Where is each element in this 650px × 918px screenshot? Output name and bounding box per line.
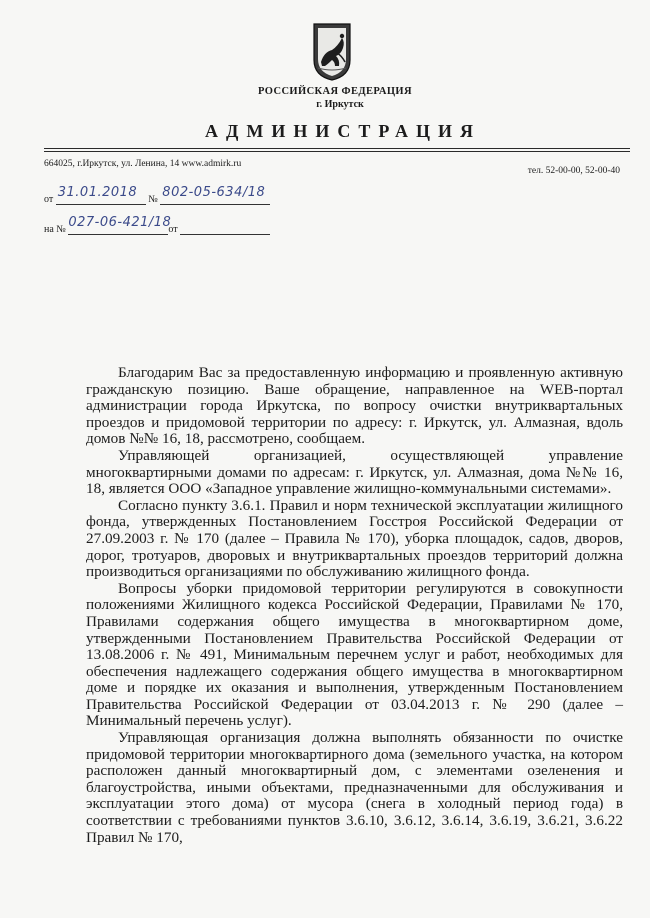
paragraph: Согласно пункту 3.6.1. Правил и норм технической эксплуатации жилищного фонда, утвержденных Постановлением Госстроя Российской Федерации от 27.09.2003 г. № 170 (далее – Правила № 170), уборка площадок, садов, дворов, дорог, тротуаров, дворовых и внутриквартальных проездов территорий должна производиться организациями по обслуживанию жилищного фонда. [86, 496, 623, 581]
irkutsk-coat-of-arms-icon [312, 22, 352, 82]
paragraph: Вопросы уборки придомовой территории регулируются в совокупности положениями Жилищного кодекса Российской Федерации, Правилами № 170, Правилами содержания общего имущества в многоквартирном доме, утвержденными Постановлением Правительства Российской Федерации от 13.08.2006 г. № 491, Минимальным перечнем услуг и работ, необходимых для обеспечения надлежащего содержания общего имущества в многоквартирном доме и порядке их оказания и выполнения, утвержденным Постановлением Правительства Российской Федерации от 03.04.2013 г. № 290 (далее – Минимальный перечень услуг). [86, 579, 623, 730]
office-phone: тел. 52-00-00, 52-00-40 [527, 166, 620, 176]
paragraph: Управляющая организация должна выполнять обязанности по очистке придомовой территории многоквартирного дома (земельного участка, на котором расположен данный многоквартирный дом, с элементами озеленения и благоустройства, иными объектами, предназначенными для обслуживания и эксплуатации этого дома) от мусора (снега в холодный период года) в соответствии с требованиями пунктов 3.6.10, 3.6.12, 3.6.14, 3.6.19, 3.6.21, 3.6.22 Правил № 170, [86, 729, 623, 846]
reply-number: 027-06-421/18 [68, 215, 172, 230]
reply-to-label: на № [44, 224, 66, 235]
from-label: от [44, 194, 54, 205]
office-address: 664025, г.Иркутск, ул. Ленина, 14 www.admirk.ru [44, 159, 242, 169]
paragraph: Благодарим Вас за предоставленную информацию и проявленную активную гражданскую позицию. Ваше обращение, направленное на WEB-портал администрации города Иркутска, по вопросу очистки внутриквартальных проездов и придомовой территории по адресу: г. Иркутск, ул. Алмазная, вдоль домов №№ 16, 18, рассмотрено, сообщаем. [86, 364, 623, 448]
outgoing-date: 31.01.2018 [57, 185, 138, 200]
letter-body [86, 365, 623, 846]
administration-title: АДМИНИСТРАЦИЯ [204, 121, 482, 141]
date-field [56, 185, 146, 205]
reply-date-field [180, 222, 270, 235]
paragraph: Управляющей организацией, осуществляющей управление многоквартирными домами по адресам: г. Иркутск, ул. Алмазная, дома №№ 16, 18, является ООО «Западное управление жилищно-коммунальными системами». [86, 446, 623, 498]
number-label: № [148, 194, 158, 205]
city-title: г. Иркутск [316, 99, 364, 110]
outgoing-number: 802-05-634/18 [162, 185, 266, 200]
outgoing-reference [44, 185, 270, 205]
header-divider-thin [44, 151, 630, 152]
header-divider [44, 148, 630, 149]
incoming-reference [44, 215, 270, 235]
reply-from-label: от [168, 224, 178, 235]
country-title: РОССИЙСКАЯ ФЕДЕРАЦИЯ [258, 86, 412, 97]
reply-number-field [68, 215, 172, 235]
number-field [160, 185, 270, 205]
